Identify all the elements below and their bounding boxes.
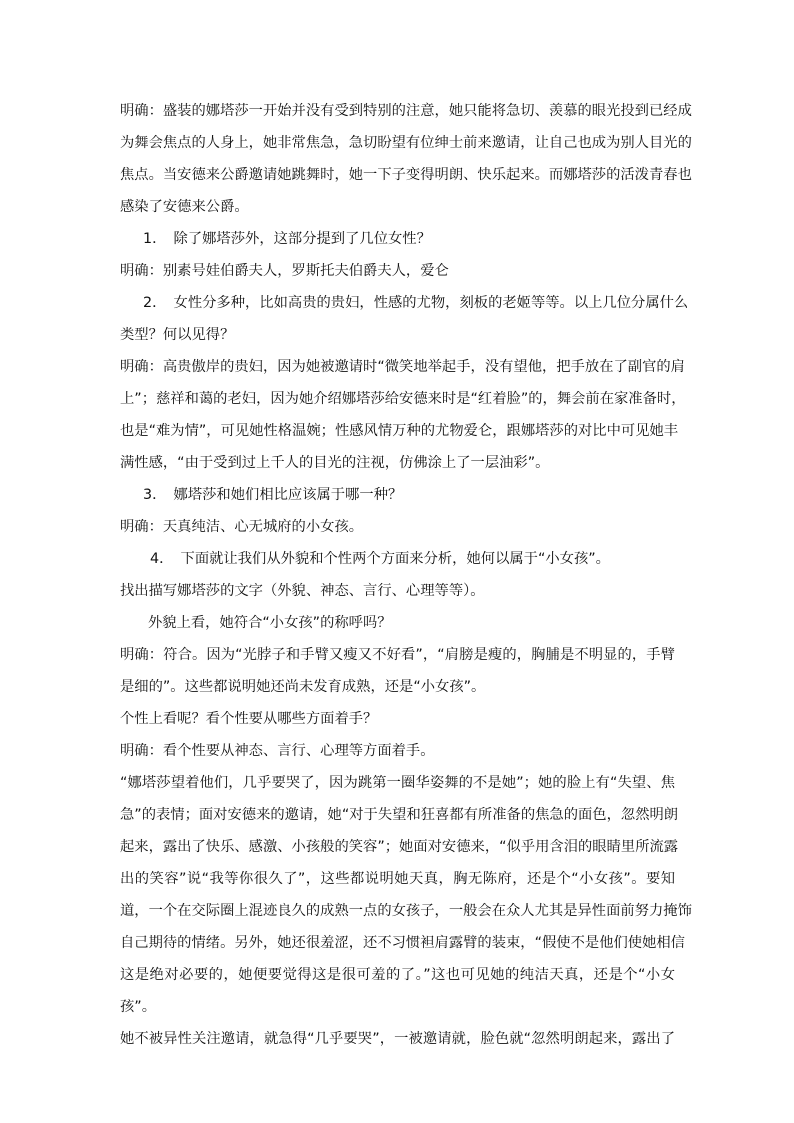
paragraph-line: 自己期待的情绪。另外，她还很羞涩，还不习惯袒肩露臂的装束，“假使不是他们使她相信 — [120, 935, 685, 951]
paragraph-line: 明确：盛装的娜塔莎一开始并没有受到特别的注意，她只能将急切、羡慕的眼光投到已经成 — [120, 103, 692, 119]
paragraph-line: 急”的表情；面对安德来的邀请，她“对于失望和狂喜都有所准备的焦急的面色，忽然明朗 — [120, 807, 679, 823]
paragraph-line: 也是“难为情”，可见她性格温婉；性感风情万种的尤物爱仑，跟娜塔莎的对比中可见她丰 — [120, 423, 679, 439]
answer-line: 明确：别素号娃伯爵夫人，罗斯托夫伯爵夫人，爱仑 — [120, 263, 449, 279]
paragraph-line: 感染了安德来公爵。 — [120, 199, 249, 215]
question-line: 1． 除了娜塔莎外，这部分提到了几位女性？ — [143, 231, 431, 247]
paragraph-line: 是细的”。这些都说明她还尚未发育成熟，还是“小女孩”。 — [120, 679, 486, 695]
paragraph-line: “娜塔莎望着他们，几乎要哭了，因为跳第一圈华姿舞的不是她”；她的脸上有“失望、焦 — [120, 775, 675, 791]
paragraph-line: 孩”。 — [120, 999, 157, 1015]
paragraph-line: 为舞会焦点的人身上，她非常焦急，急切盼望有位绅士前来邀请，让自己也成为别人目光的 — [120, 135, 692, 151]
paragraph-line: 满性感，“由于受到过上千人的目光的注视，仿佛涂上了一层油彩”。 — [120, 455, 550, 471]
answer-line: 明确：天真纯洁、心无城府的小女孩。 — [120, 519, 364, 535]
paragraph-line: 道，一个在交际圈上混迹良久的成熟一点的女孩子，一般会在众人尤其是异性面前努力掩饰 — [120, 903, 692, 919]
paragraph-line: 个性上看呢？看个性要从哪些方面着手？ — [120, 711, 378, 727]
question-line: 3． 娜塔莎和她们相比应该属于哪一种？ — [143, 487, 403, 503]
answer-line: 明确：符合。因为“光脖子和手臂又瘦又不好看”，“肩膀是瘦的，胸脯是不明显的，手臂 — [120, 647, 675, 663]
question-line: 2． 女性分多种，比如高贵的贵妇，性感的尤物，刻板的老姬等等。以上几位分属什么 — [143, 295, 689, 311]
answer-line: 明确：看个性要从神态、言行、心理等方面着手。 — [120, 743, 435, 759]
paragraph-line: 她不被异性关注邀请，就急得“几乎要哭”，一被邀请就，脸色就“忽然明朗起来，露出了 — [120, 1031, 675, 1047]
paragraph-line: 起来，露出了快乐、感激、小孩般的笑容”；她面对安德来，“似乎用含泪的眼睛里所流露 — [120, 839, 679, 855]
paragraph-line: 这是绝对必要的，她便要觉得这是很可羞的了。”这也可见她的纯洁天真，还是个“小女 — [120, 967, 675, 983]
paragraph-line: 出的笑容”说“我等你很久了”，这些都说明她天真，胸无陈府，还是个“小女孩”。要知 — [120, 871, 675, 887]
paragraph-line: 外貌上看，她符合“小女孩”的称呼吗？ — [148, 615, 392, 631]
question-line: 4． 下面就让我们从外貌和个性两个方面来分析，她何以属于“小女孩”。 — [150, 551, 610, 567]
answer-line: 明确：高贵傲岸的贵妇，因为她被邀请时“微笑地举起手，没有望他，把手放在了副官的肩 — [120, 359, 685, 375]
paragraph-line: 上”；慈祥和蔼的老妇，因为她介绍娜塔莎给安德来时是“红着脸”的，舞会前在家准备时， — [120, 391, 686, 407]
paragraph-line: 焦点。当安德来公爵邀请她跳舞时，她一下子变得明朗、快乐起来。而娜塔莎的活泼青春也 — [120, 167, 692, 183]
paragraph-line: 找出描写娜塔莎的文字（外貌、神态、言行、心理等等）。 — [120, 583, 485, 599]
paragraph-line: 类型？何以见得？ — [120, 327, 235, 343]
